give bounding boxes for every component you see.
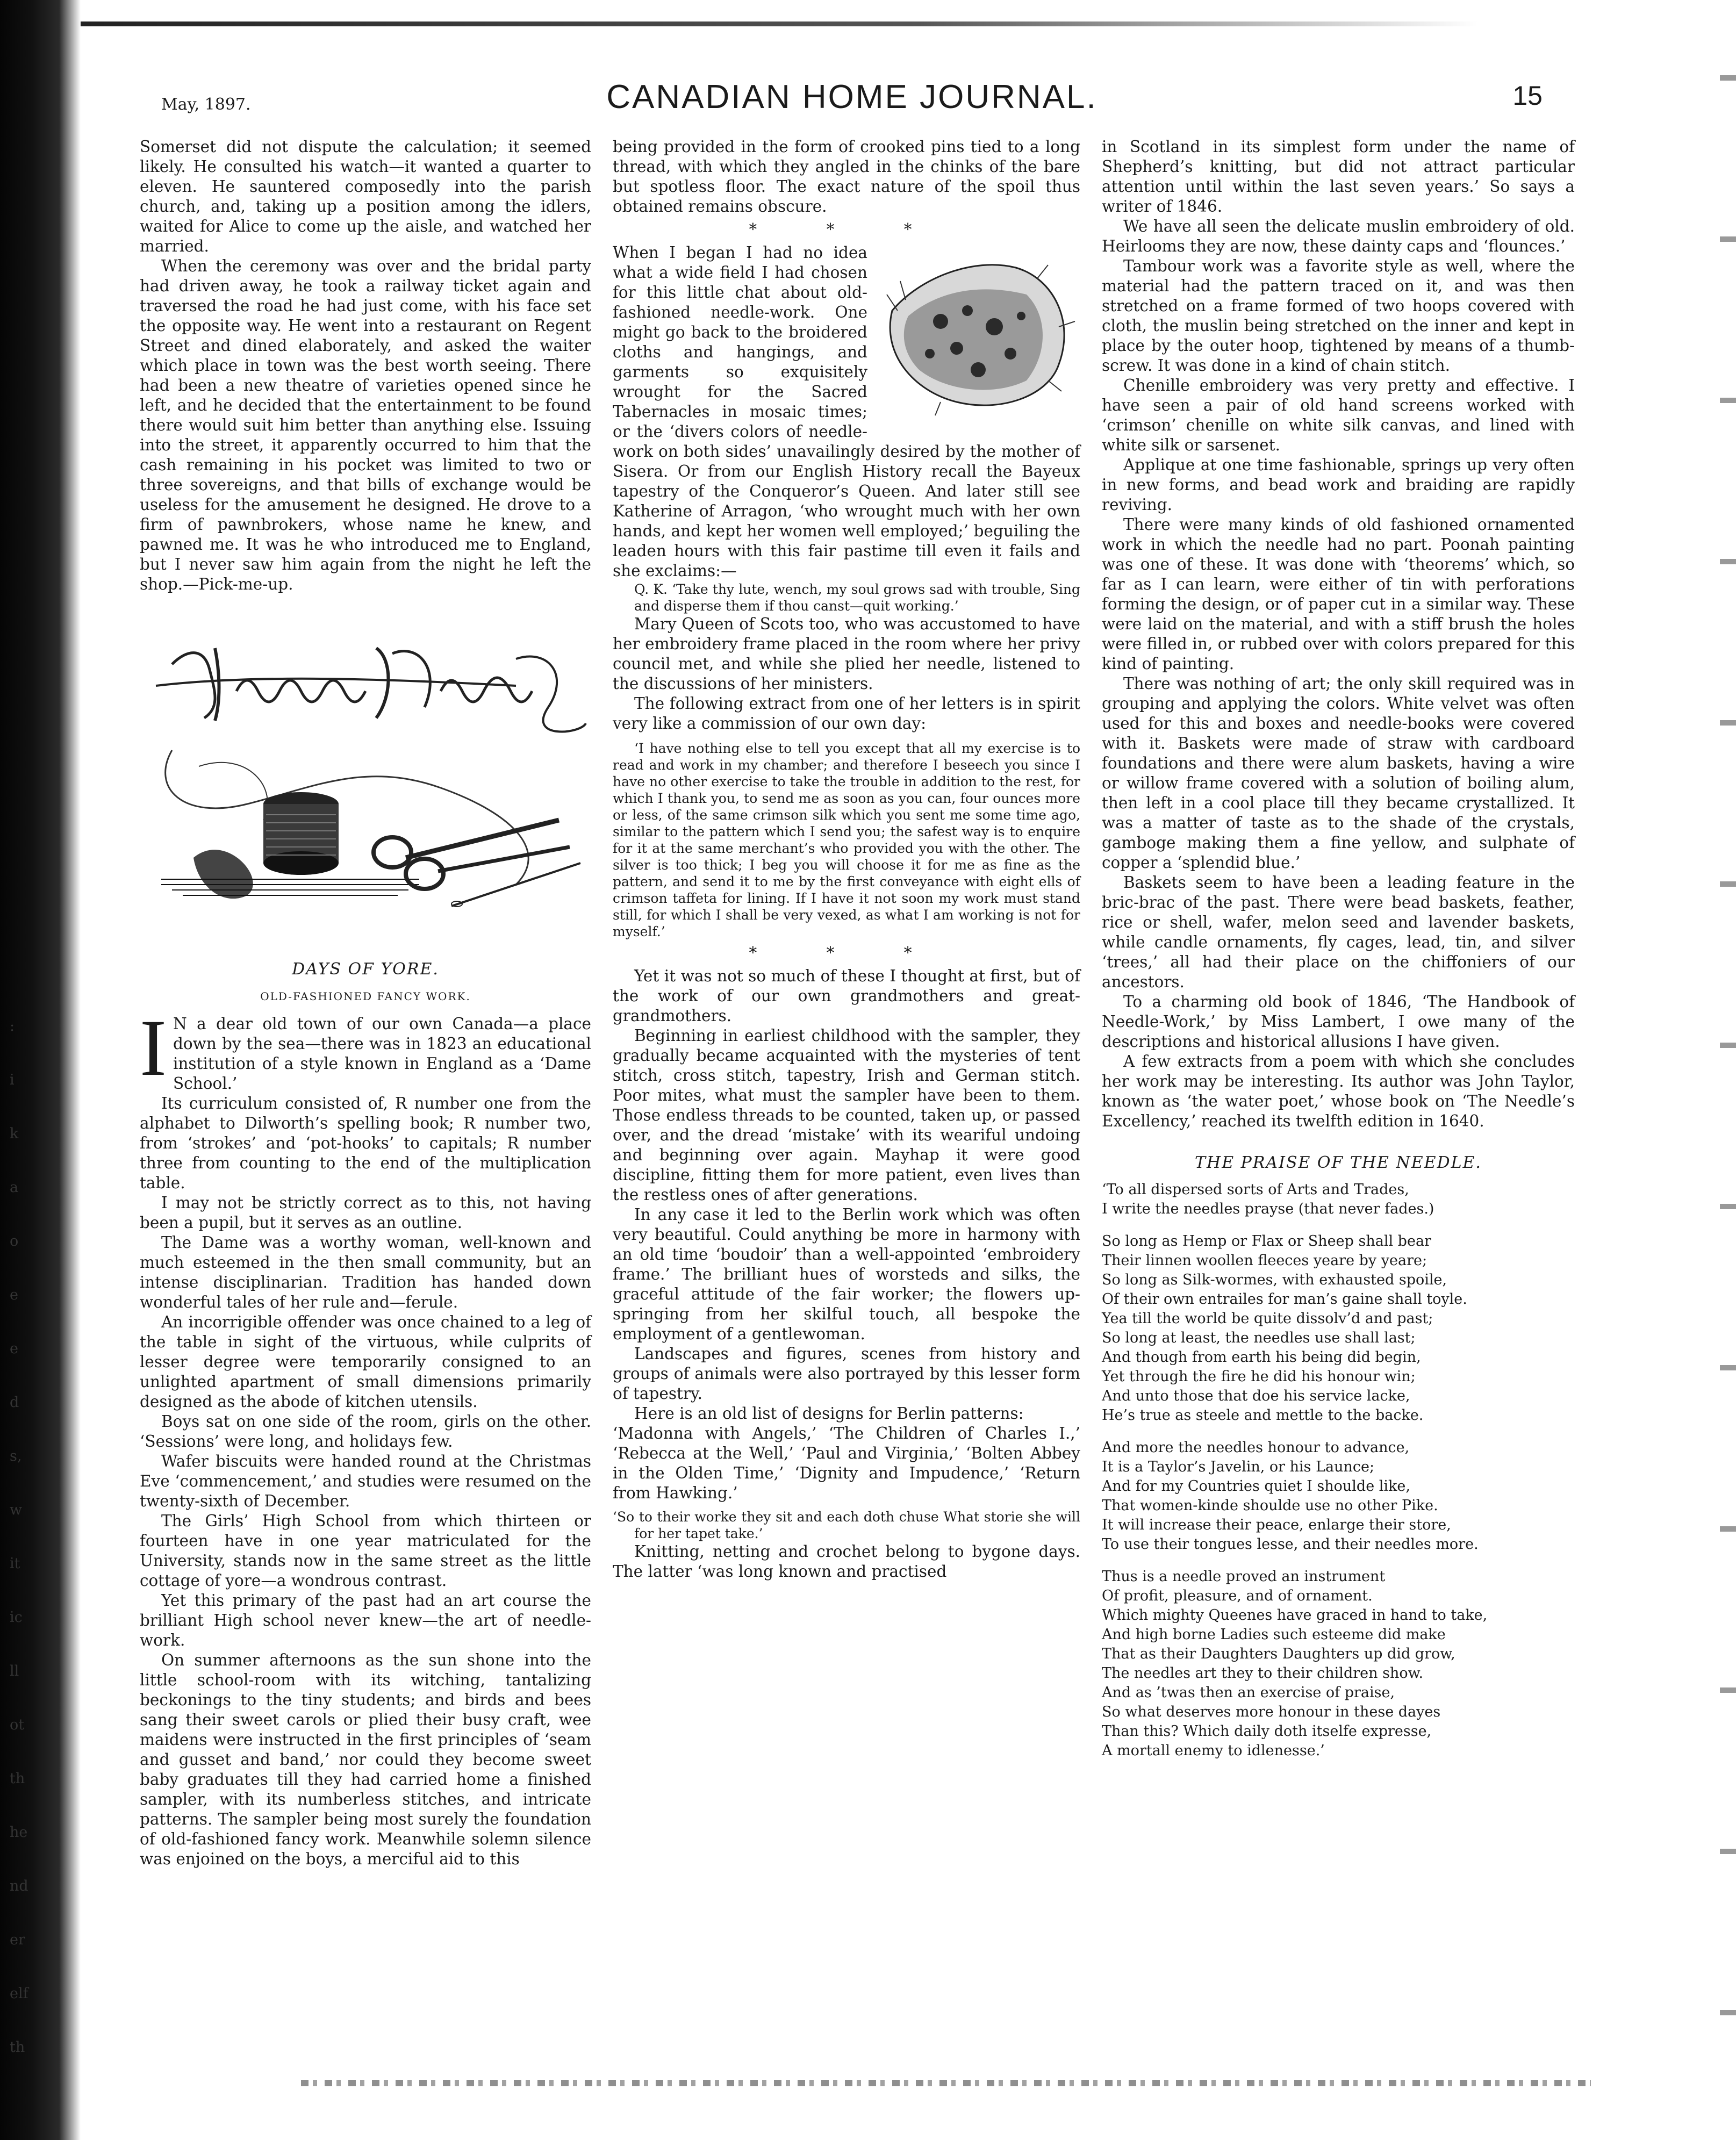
margin-fragment: o [10, 1233, 19, 1249]
poem-line: And for my Countries quiet I shoulde like, [1102, 1478, 1410, 1495]
page-number: 15 [1512, 81, 1543, 111]
body-paragraph: Landscapes and figures, scenes from history and groups of animals were also portrayed by this lesser form of tapestry. [613, 1345, 1080, 1403]
margin-fragment: th [10, 1770, 25, 1787]
body-paragraph: Its curriculum consisted of, R number one from the alphabet to Dilworth’s spelling book; R number two, from ‘strokes’ and ‘pot-hooks’ to capitals; R number three from counting to the end of the multiplication table. [140, 1094, 591, 1192]
letter-extract: ‘I have nothing else to tell you except that all my exercise is to read and work in my chamber; and therefore I beseech you since I have no other exercise to take the trouble in addition to the rest, for which I thank you, to send me as soon as you can, four ounces more or less, of the same crimson silk which you sent me some time ago, similar to the pattern which I send you; the safest way is to enquire for it at the same merchant’s who provided you with the other. The silver is too thick; I beg you will choose it for me as fine as the pattern, and send it to me by the first conveyance with eight ells of crimson taffeta for lining. If I have it not soon my work must stand still, for which I shall be very vexed, as what I am working is not for myself.’ [613, 741, 1080, 939]
poem-line: And as ’twas then an exercise of praise, [1102, 1684, 1395, 1701]
body-paragraph: On summer afternoons as the sun shone into the little school-room with its witching, tantalizing beckonings to the tiny students; and birds and bees sang their sweet carols or plied their busy craft, wee maidens were instructed in the first principles of ‘seam and gusset and band,’ nor could they become sweet baby graduates till they had carried home a finished sampler, with its numberless stitches, and intricate patterns. The sampler being most surely the foundation of old-fashioned fancy work. Meanwhile solemn silence was enjoined on the boys, a merciful aid to this [140, 1651, 591, 1868]
poem-line: I write the needles prayse (that never fades.) [1102, 1201, 1434, 1217]
body-paragraph: Mary Queen of Scots too, who was accustomed to have her embroidery frame placed in the room where her privy council met, and while she plied her needle, listened to the discussions of her ministers. [613, 615, 1080, 693]
margin-fragment: elf [10, 1985, 28, 2002]
drop-cap: I [140, 1003, 167, 1093]
intro-text: N a dear old town of our own Canada—a place down by the sea—there was in 1823 an educational institution of a style known in England as a ‘Dame School.’ [173, 1015, 591, 1093]
margin-fragment: a [10, 1179, 19, 1196]
poem-line: Which mighty Queenes have graced in hand to take, [1102, 1607, 1488, 1624]
pattern-list: ‘Madonna with Angels,’ ‘The Children of Charles I.,’ ‘Rebecca at the Well,’ ‘Paul and Virginia,’ ‘Bolten Abbey in the Olden Time,’ ‘Dignity and Impudence,’ ‘Return from Hawking.’ [613, 1424, 1080, 1502]
top-rule [81, 21, 1478, 26]
poem-line: He’s true as steele and mettle to the backe. [1102, 1407, 1424, 1424]
margin-fragment: e [10, 1340, 18, 1357]
body-paragraph: A few extracts from a poem with which she concludes her work may be interesting. Its author was John Taylor, known as ‘the water poet,’ whose book on ‘The Needle’s Excellency,’ reached its twelfth edition in 1640. [1102, 1052, 1575, 1130]
margin-fragment: : [10, 1018, 15, 1035]
poem-line: Yea till the world be quite dissolv’d and past; [1102, 1310, 1433, 1327]
poem-line: So long at least, the needles use shall last; [1102, 1330, 1416, 1346]
poem-line: Their linnen woollen fleeces yeare by yeare; [1102, 1252, 1427, 1269]
margin-fragment: it [10, 1555, 20, 1572]
body-paragraph: being provided in the form of crooked pins tied to a long thread, with which they angled in the chinks of the bare but spotless floor. The exact nature of the spoil thus obtained remains obscure. [613, 138, 1080, 216]
embroidery-cloth-illustration [876, 246, 1080, 418]
body-paragraph: Chenille embroidery was very pretty and effective. I have seen a pair of old hand screens worked with ‘crimson’ chenille on white silk canvas, and lined with white silk or sarsenet. [1102, 376, 1575, 454]
body-paragraph: We have all seen the delicate muslin embroidery of old. Heirlooms they are now, these dainty caps and ‘flounces.’ [1102, 217, 1575, 255]
body-paragraph: Wafer biscuits were handed round at the Christmas Eve ‘commencement,’ and studies were resumed on the twenty-sixth of December. [140, 1452, 591, 1510]
margin-fragment: d [10, 1394, 19, 1411]
homework-engraving [140, 627, 591, 928]
margin-fragment: ot [10, 1717, 25, 1733]
margin-fragment: i [10, 1072, 15, 1088]
poem-line: And more the needles honour to advance, [1102, 1439, 1410, 1456]
poem-line: So long as Silk-wormes, with exhausted spoile, [1102, 1272, 1447, 1288]
body-paragraph: The Girls’ High School from which thirteen or fourteen have in one year matriculated for the University, stands now in the same street as the little cottage of yore—a wondrous contrast. [140, 1512, 591, 1590]
body-paragraph: Here is an old list of designs for Berlin patterns: [634, 1404, 1024, 1423]
margin-fragment: he [10, 1824, 28, 1841]
margin-fragment: th [10, 2039, 25, 2056]
body-paragraph: There was nothing of art; the only skill required was in grouping and applying the colors. White velvet was often used for this and boxes and needle-books were covered with it. Baskets were made of straw with cardboard foundations and there were alum baskets, having a wire or willow frame covered with a solution of boiling alum, then left in a cool place till they became crystallized. It was a matter of taste as to the shade of the crystals, gamboge making them a fine yellow, and sulphate of copper a ‘splendid blue.’ [1102, 674, 1575, 872]
poem-stanza [1102, 1438, 1575, 1554]
poem-title: THE PRAISE OF THE NEEDLE. [1195, 1153, 1482, 1172]
margin-fragment: w [10, 1502, 23, 1518]
right-edge-marks [1720, 0, 1736, 2140]
body-paragraph: There were many kinds of old fashioned ornamented work in which the needle had no part. Poonah painting was one of these. It was done with ‘theorems’ which, so far as I can learn, were either of tin with perforations forming the design, or of paper cut in a similar way. These were laid on the material, and with a stiff brush the holes were filled in, or rubbed over with colors prepared for this kind of painting. [1102, 515, 1575, 673]
section-separator: * * * [749, 944, 944, 962]
qk-quotation: Q. K. ‘Take thy lute, wench, my soul grows sad with trouble, Sing and disperse them if thou canst—quit working.’ [634, 581, 1080, 614]
body-paragraph: Beginning in earliest childhood with the sampler, they gradually became acquainted with the mysteries of tent stitch, cross stitch, tapestry, Irish and German stitch. Poor mites, what must the sampler have been to them. Those endless threads to be counted, taken up, or passed over, and the dread ‘mistake’ with its weariful undoing and beginning over again. Mayhap it were good discipline, fitting them for more patient, even lives than the restless ones of after generations. [613, 1026, 1080, 1204]
body-paragraph: Tambour work was a favorite style as well, where the material had the pattern traced on it, and was then stretched on a frame formed of two hoops covered with cloth, the muslin being stretched on the inner and kept in place by the outer hoop, tightened by means of a thumb-screw. It was done in a kind of chain stitch. [1102, 257, 1575, 375]
poem-line: Thus is a needle proved an instrument [1102, 1568, 1386, 1585]
body-paragraph: In any case it led to the Berlin work which was often very beautiful. Could anything be more in harmony with an old time ‘boudoir’ than a well-appointed ‘embroidery frame.’ The brilliant hues of worsteds and silks, the graceful attitude of the fair worker; the flowers up-springing from her skilful touch, all bespoke the employment of a gentlewoman. [613, 1205, 1080, 1343]
body-paragraph: I may not be strictly correct as to this, not having been a pupil, but it serves as an outline. [140, 1194, 591, 1232]
body-paragraph: Applique at one time fashionable, springs up very often in new forms, and bead work and braiding are rapidly reviving. [1102, 456, 1575, 514]
poem-line: To use their tongues lesse, and their needles more. [1102, 1536, 1479, 1553]
column-3 [1102, 137, 1575, 2056]
column-1 [140, 137, 591, 2056]
poem-line: That women-kinde shoulde use no other Pike. [1102, 1497, 1438, 1514]
poem-line: Than this? Which daily doth itselfe expresse, [1102, 1723, 1432, 1740]
section-separator: * * * [749, 220, 944, 239]
poem-line: ‘To all dispersed sorts of Arts and Trades, [1102, 1181, 1409, 1198]
body-paragraph: The Dame was a worthy woman, well-known and much esteemed in the then small community, but an intense disciplinarian. Tradition has handed down wonderful tales of her rule and—ferule. [140, 1233, 591, 1311]
poem-stanza [1102, 1567, 1575, 1761]
bottom-scan-noise [301, 2080, 1591, 2086]
story-paragraph: Somerset did not dispute the calculation; it seemed likely. He consulted his watch—it wanted a quarter to eleven. He sauntered composedly into the parish church, and, taking up a position among the idlers, waited for Alice to come up the aisle, and watched her married. [140, 138, 591, 255]
poem-line: That as their Daughters Daughters up did grow, [1102, 1646, 1455, 1662]
poem-line: The needles art they to their children show. [1102, 1665, 1424, 1682]
poem-line: So long as Hemp or Flax or Sheep shall bear [1102, 1233, 1431, 1249]
body-paragraph: Boys sat on one side of the room, girls on the other. ‘Sessions’ were long, and holidays few. [140, 1412, 591, 1450]
body-paragraph: Knitting, netting and crochet belong to bygone days. The latter ‘was long known and practised [613, 1542, 1080, 1581]
poem-line: Of their own entrailes for man’s gaine shall toyle. [1102, 1291, 1467, 1308]
section-title: DAYS OF YORE. [292, 960, 439, 979]
poem-stanza [1102, 1180, 1575, 1219]
margin-fragment: nd [10, 1878, 28, 1894]
journal-title: CANADIAN HOME JOURNAL. [606, 78, 1097, 116]
intro-paragraph [140, 1003, 591, 1094]
body-paragraph: Yet this primary of the past had an art course the brilliant High school never knew—the art of needle-work. [140, 1591, 591, 1649]
margin-fragment: k [10, 1125, 19, 1142]
poem-line: Yet through the fire he did his honour win; [1102, 1368, 1416, 1385]
poem-line: And unto those that doe his service lacke, [1102, 1388, 1410, 1404]
margin-fragment: e [10, 1287, 18, 1303]
body-paragraph: Baskets seem to have been a leading feature in the bric-brac of the past. There were bead baskets, feather, rice or shell, wafer, melon seed and lavender baskets, while candle ornaments, fly cages, lead, tin, and silver ‘trees,’ all had their place on the chiffoniers of our ancestors. [1102, 873, 1575, 991]
page-header [161, 78, 1543, 126]
adjacent-page-fragments [10, 1000, 69, 2056]
poem-line: Of profit, pleasure, and of ornament. [1102, 1588, 1373, 1604]
margin-fragment: er [10, 1931, 25, 1948]
poem-line: And though from earth his being did begin, [1102, 1349, 1421, 1366]
body-paragraph: The following extract from one of her letters is in spirit very like a commission of our own day: [613, 694, 1080, 733]
margin-fragment: ic [10, 1609, 23, 1626]
margin-fragment: ll [10, 1663, 19, 1679]
body-paragraph: When I began I had no idea what a wide field I had chosen for this little chat about old-fashioned needle-work. One might go back to the broidered cloths and hangings, and garments so exquisitely wrought for the Sacred Tabernacles in mosaic times; or the ‘divers colors of needle-work on both sides’ unavailingly desired by the mother of Sisera. Or from our English History recall the Bayeux tapestry of the Conqueror’s Queen. And later still see Katherine of Arragon, ‘who wrought much with her own hands, and kept her women well employed;’ beguiling the leaden hours with this fair pastime till even it fails and she exclaims:— [613, 243, 1080, 580]
poem-line: It is a Taylor’s Javelin, or his Launce; [1102, 1459, 1375, 1475]
story-paragraph: When the ceremony was over and the bridal party had driven away, he took a railway ticket again and traversed the road he had just come, with his face set the opposite way. He went into a restaurant on Regent Street and dined elaborately, and asked the waiter which place in town was the best worth seeing. There had been a new theatre of varieties opened since he left, and he decided that the entertainment to be found there would suit him better than anything else. Issuing into the street, it apparently occurred to him that the cash remaining in his pocket was limited to two or three sovereigns, and that bills of exchange would be useless for the amusement he designed. He drove to a firm of pawnbrokers, whose name he knew, and pawned me. It was he who introduced me to England, but I never saw him again from the night he left the shop.—Pick-me-up. [140, 257, 591, 593]
body-paragraph: in Scotland in its simplest form under the name of Shepherd’s knitting, but did not attract particular attention until within the last seven years.’ So says a writer of 1846. [1102, 138, 1575, 216]
body-paragraph: To a charming old book of 1846, ‘The Handbook of Needle-Work,’ by Miss Lambert, I owe many of the descriptions and historical allusions I have given. [1102, 993, 1575, 1051]
body-paragraph: Yet it was not so much of these I thought at first, but of the work of our own grandmothers and great-grandmothers. [613, 967, 1080, 1025]
poem-line: A mortall enemy to idlenesse.’ [1102, 1742, 1325, 1759]
issue-date: May, 1897. [161, 95, 251, 114]
poem-line: It will increase their peace, enlarge their store, [1102, 1517, 1451, 1533]
column-2 [613, 137, 1080, 2056]
poem-stanza [1102, 1232, 1575, 1425]
section-subtitle: OLD-FASHIONED FANCY WORK. [260, 990, 471, 1003]
body-paragraph: An incorrigible offender was once chained to a leg of the table in sight of the virtuous, while culprits of lesser degree were temporarily consigned to an unlighted apartment of small dimensions primarily designed as the abode of kitchen utensils. [140, 1313, 591, 1411]
poem-line: And high borne Ladies such esteeme did make [1102, 1626, 1446, 1643]
spenser-quote: ‘So to their worke they sit and each doth chuse What storie she will for her tapet take.’ [613, 1509, 1080, 1541]
poem-line: So what deserves more honour in these dayes [1102, 1704, 1441, 1720]
margin-fragment: s, [10, 1448, 22, 1464]
